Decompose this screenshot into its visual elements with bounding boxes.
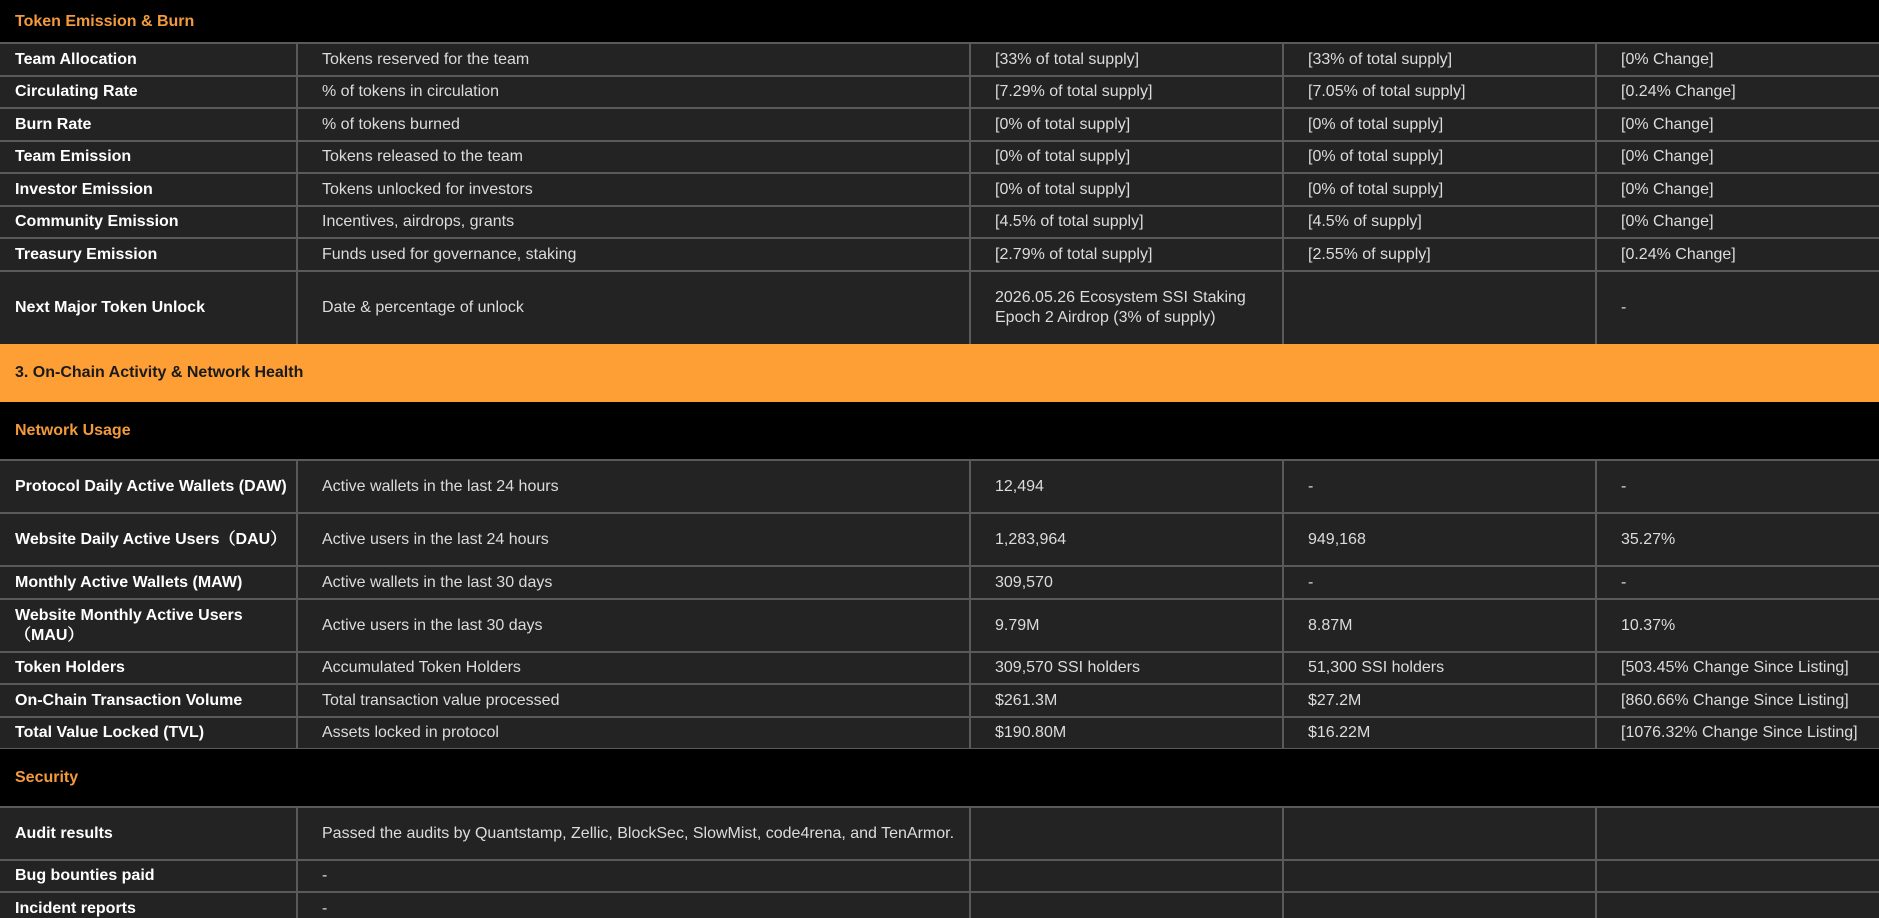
metric-name: Investor Emission bbox=[0, 173, 297, 206]
previous-value: [0% of total supply] bbox=[1283, 141, 1596, 173]
previous-value: [2.55% of supply] bbox=[1283, 238, 1596, 271]
current-value: 2026.05.26 Ecosystem SSI Staking Epoch 2 Airdrop (3% of supply) bbox=[970, 271, 1283, 345]
previous-value: [33% of total supply] bbox=[1283, 43, 1596, 76]
current-value: [4.5% of total supply] bbox=[970, 206, 1283, 238]
table-row bbox=[0, 238, 1879, 271]
change-value bbox=[1596, 860, 1879, 892]
metric-name: Circulating Rate bbox=[0, 76, 297, 108]
table-row bbox=[0, 513, 1879, 566]
metric-name: Website Daily Active Users（DAU） bbox=[0, 513, 297, 566]
table-row bbox=[0, 566, 1879, 599]
metric-description: Tokens unlocked for investors bbox=[297, 173, 970, 206]
previous-value bbox=[1283, 807, 1596, 860]
table-row bbox=[0, 271, 1879, 345]
table-row bbox=[0, 43, 1879, 76]
table-row bbox=[0, 807, 1879, 860]
metric-description: Active wallets in the last 30 days bbox=[297, 566, 970, 599]
metric-description: Incentives, airdrops, grants bbox=[297, 206, 970, 238]
change-value bbox=[1596, 807, 1879, 860]
current-value bbox=[970, 892, 1283, 918]
metric-name: Protocol Daily Active Wallets (DAW) bbox=[0, 460, 297, 513]
metric-name: Token Holders bbox=[0, 652, 297, 684]
change-value: [1076.32% Change Since Listing] bbox=[1596, 717, 1879, 749]
change-value: [0.24% Change] bbox=[1596, 76, 1879, 108]
metric-description: Accumulated Token Holders bbox=[297, 652, 970, 684]
previous-value bbox=[1283, 860, 1596, 892]
metric-name: Total Value Locked (TVL) bbox=[0, 717, 297, 749]
change-value: [0% Change] bbox=[1596, 141, 1879, 173]
metric-description: Tokens reserved for the team bbox=[297, 43, 970, 76]
current-value bbox=[970, 860, 1283, 892]
change-value: - bbox=[1596, 460, 1879, 513]
metric-description: - bbox=[297, 892, 970, 918]
previous-value: [0% of total supply] bbox=[1283, 173, 1596, 206]
metric-description: Active users in the last 24 hours bbox=[297, 513, 970, 566]
metric-name: Bug bounties paid bbox=[0, 860, 297, 892]
current-value: $190.80M bbox=[970, 717, 1283, 749]
network-usage-table bbox=[0, 459, 1879, 750]
change-value: [503.45% Change Since Listing] bbox=[1596, 652, 1879, 684]
table-row bbox=[0, 206, 1879, 238]
metric-description: % of tokens burned bbox=[297, 108, 970, 141]
change-value: [860.66% Change Since Listing] bbox=[1596, 684, 1879, 717]
table-row bbox=[0, 108, 1879, 141]
metric-description: % of tokens in circulation bbox=[297, 76, 970, 108]
current-value: [2.79% of total supply] bbox=[970, 238, 1283, 271]
previous-value: $27.2M bbox=[1283, 684, 1596, 717]
section-heading-text: Security bbox=[15, 769, 79, 786]
previous-value: $16.22M bbox=[1283, 717, 1596, 749]
current-value: 309,570 SSI holders bbox=[970, 652, 1283, 684]
change-value: [0% Change] bbox=[1596, 108, 1879, 141]
current-value: $261.3M bbox=[970, 684, 1283, 717]
change-value: - bbox=[1596, 566, 1879, 599]
table-row bbox=[0, 76, 1879, 108]
current-value: [0% of total supply] bbox=[970, 173, 1283, 206]
table-row bbox=[0, 860, 1879, 892]
change-value bbox=[1596, 892, 1879, 918]
section-heading-text: Token Emission & Burn bbox=[15, 12, 195, 30]
metric-name: Team Emission bbox=[0, 141, 297, 173]
change-value: [0% Change] bbox=[1596, 43, 1879, 76]
metric-name: Team Allocation bbox=[0, 43, 297, 76]
metric-description: Total transaction value processed bbox=[297, 684, 970, 717]
metric-description: Date & percentage of unlock bbox=[297, 271, 970, 345]
table-row bbox=[0, 684, 1879, 717]
previous-value: [4.5% of supply] bbox=[1283, 206, 1596, 238]
current-value: 9.79M bbox=[970, 599, 1283, 652]
security-table bbox=[0, 806, 1879, 918]
table-row bbox=[0, 599, 1879, 652]
previous-value: [0% of total supply] bbox=[1283, 108, 1596, 141]
metric-description: Passed the audits by Quantstamp, Zellic, BlockSec, SlowMist, code4rena, and TenArmor. bbox=[297, 807, 970, 860]
metric-name: Next Major Token Unlock bbox=[0, 271, 297, 345]
metric-description: Tokens released to the team bbox=[297, 141, 970, 173]
section-banner-onchain-activity bbox=[0, 344, 1879, 402]
change-value: [0% Change] bbox=[1596, 173, 1879, 206]
table-row bbox=[0, 141, 1879, 173]
previous-value: - bbox=[1283, 460, 1596, 513]
metric-name: Monthly Active Wallets (MAW) bbox=[0, 566, 297, 599]
previous-value bbox=[1283, 892, 1596, 918]
metric-name: Burn Rate bbox=[0, 108, 297, 141]
table-row bbox=[0, 717, 1879, 749]
previous-value: 51,300 SSI holders bbox=[1283, 652, 1596, 684]
table-row bbox=[0, 460, 1879, 513]
metric-description: Funds used for governance, staking bbox=[297, 238, 970, 271]
metric-description: Assets locked in protocol bbox=[297, 717, 970, 749]
change-value: 10.37% bbox=[1596, 599, 1879, 652]
metric-name: Incident reports bbox=[0, 892, 297, 918]
previous-value bbox=[1283, 271, 1596, 345]
metric-name: Audit results bbox=[0, 807, 297, 860]
change-value: [0.24% Change] bbox=[1596, 238, 1879, 271]
metric-name: Treasury Emission bbox=[0, 238, 297, 271]
current-value: [7.29% of total supply] bbox=[970, 76, 1283, 108]
previous-value: 8.87M bbox=[1283, 599, 1596, 652]
section-heading-security bbox=[0, 749, 1879, 807]
previous-value: [7.05% of total supply] bbox=[1283, 76, 1596, 108]
metric-description: Active wallets in the last 24 hours bbox=[297, 460, 970, 513]
current-value: [0% of total supply] bbox=[970, 108, 1283, 141]
metric-description: Active users in the last 30 days bbox=[297, 599, 970, 652]
current-value bbox=[970, 807, 1283, 860]
table-row bbox=[0, 173, 1879, 206]
current-value: [33% of total supply] bbox=[970, 43, 1283, 76]
current-value: [0% of total supply] bbox=[970, 141, 1283, 173]
table-row bbox=[0, 892, 1879, 918]
section-heading-text: Network Usage bbox=[15, 422, 131, 439]
section-heading-network-usage bbox=[0, 402, 1879, 460]
metric-name: Community Emission bbox=[0, 206, 297, 238]
change-value: - bbox=[1596, 271, 1879, 345]
current-value: 12,494 bbox=[970, 460, 1283, 513]
table-row bbox=[0, 652, 1879, 684]
change-value: 35.27% bbox=[1596, 513, 1879, 566]
change-value: [0% Change] bbox=[1596, 206, 1879, 238]
metric-description: - bbox=[297, 860, 970, 892]
previous-value: - bbox=[1283, 566, 1596, 599]
section-banner-text: 3. On-Chain Activity & Network Health bbox=[15, 364, 304, 381]
metric-name: Website Monthly Active Users（MAU） bbox=[0, 599, 297, 652]
metric-name: On-Chain Transaction Volume bbox=[0, 684, 297, 717]
emission-table bbox=[0, 42, 1879, 346]
previous-value: 949,168 bbox=[1283, 513, 1596, 566]
section-heading-token-emission bbox=[0, 0, 1879, 43]
current-value: 309,570 bbox=[970, 566, 1283, 599]
current-value: 1,283,964 bbox=[970, 513, 1283, 566]
